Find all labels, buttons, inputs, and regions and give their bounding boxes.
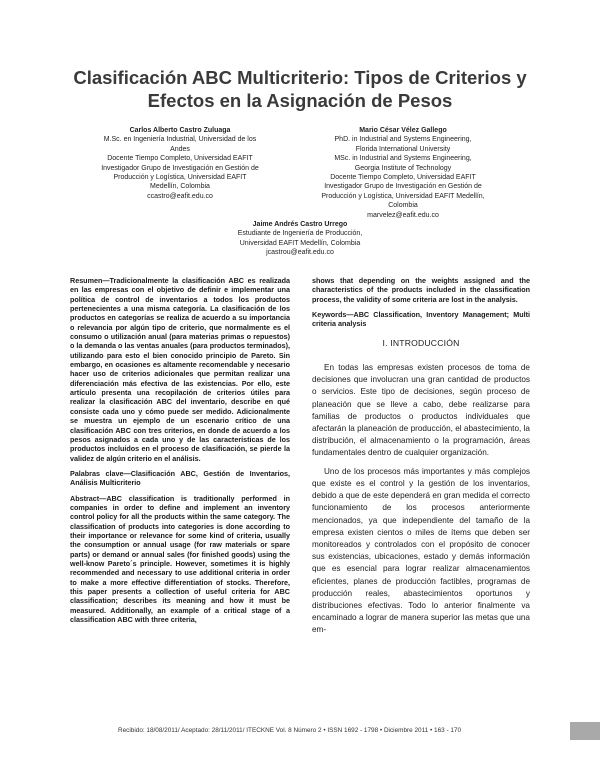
abstract-text: ABC classification is traditionally performed in companies in order to define and implement an inventory control policy for all the products within the same category. The classification of products into categories is done according to their importance or relevance for some kind of criteria, usually the consumption or annual usage (for raw materials or spare parts) or demand or annual sales (for finished goods) using the well-know Pareto´s principle. However, sometimes it is highly recommended and necessary to use additional criteria in order to make a more effective differentiation of stocks. Therefore, this paper presents a collection of useful criteria for ABC classification; describes its meaning and how it must be measured. Additionally, an example of a critical stage of a classification ABC with three criteria, xyxy=(70,493,290,625)
author-affiliation-line: Universidad EAFIT Medellín, Colombia xyxy=(239,239,361,247)
resumen-label: Resumen— xyxy=(70,276,110,285)
palabras-clave-paragraph xyxy=(70,469,290,488)
intro-paragraph-1: En todas las empresas existen procesos de toma de decisiones que involucran una gran cantidad de productos o servicios. Este tipo de decisiones, según proceso de planeación que se lleve a cabo, debe realizarse para familias de productos o productos individuales que afectarán la planeación de producción, el abastecimiento, la distribución, el almacenamiento o la programación, áreas fundamentales dentro de cualquier organización. xyxy=(312,363,530,458)
author-email: ccastro@eafit.edu.co xyxy=(147,192,213,200)
author-affiliation-line: Docente Tiempo Completo, Universidad EAFIT xyxy=(107,155,253,163)
page-footer: Recibido: 18/08/2011/ Aceptado: 28/11/2011/ ITECKNE Vol. 8 Número 2 • ISSN 1692 - 1798 • Diciembre 2011 • 163 - 170 xyxy=(118,727,462,734)
intro-paragraph-2: Uno de los procesos más importantes y más complejos que existe es el control y la gestión de los inventarios, debido a que de este dependerá en gran medida el correcto funcionamiento de los procesos anteriormente mencionados, ya que independiente del tamaño de la empresa existen cientos o miles de ítems que deben ser monitoreados y controlados con el propósito de conocer sus existencias, ubicaciones, estado y demás información que es esencial para lograr realizar almacenamientos eficientes, planes de producción factibles, programas de producción reales, abastecimientos oportunos y distribuciones efectivas. Todo lo anterior finalmente va encaminado a lograr de manera superior las metas que una em- xyxy=(312,466,530,635)
abstract-label: Abstract— xyxy=(70,493,107,503)
author-affiliation-line: Florida International University xyxy=(355,145,451,153)
abstract-continuation: shows that depending on the weights assigned and the characteristics of the products included in the classification process, the validity of some criteria are lost in the analysis. xyxy=(312,276,530,304)
author-name: Jaime Andrés Castro Urrego xyxy=(252,221,348,228)
author-name: Mario César Vélez Gallego xyxy=(359,127,447,134)
author-name: Carlos Alberto Castro Zuluaga xyxy=(129,127,231,134)
author-email: marvelez@eafit.edu.co xyxy=(367,211,439,219)
author-email: jcastrou@eafit.edu.co xyxy=(266,249,334,257)
author-affiliation-line: Estudiante de Ingeniería de Producción, xyxy=(237,230,363,238)
author-affiliation-line: MSc. in Industrial and Systems Engineering, xyxy=(334,155,472,163)
keywords-label: Keywords— xyxy=(312,310,354,320)
palabras-clave-text: Clasificación ABC, Gestión de Inventarios, Análisis Multicriterio xyxy=(70,468,290,488)
page-title: Clasificación ABC Multicriterio: Tipos de Criterios y Efectos en la Asignación de Pesos xyxy=(73,67,527,111)
author-affiliation-line: Investigador Grupo de Investigación en Gestión de Producción y Logística, Universidad EAFIT Medellín, Colombia xyxy=(321,183,485,210)
author-affiliation-line: M.Sc. en Ingeniería Industrial, Universidad de los Andes xyxy=(103,136,257,153)
author-affiliation-line: PhD. in Industrial and Systems Engineering, xyxy=(334,136,472,144)
keywords-text: ABC Classification, Inventory Management; Multi criteria analysis xyxy=(312,310,530,329)
abstract-paragraph xyxy=(70,494,290,625)
resumen-text: Tradicionalmente la clasificación ABC es realizada en las empresas con el objetivo de definir e implementar una política de control de inventarios a todos los productos pertenecientes a una misma categoría. La clasificación de los productos en categorías se realiza de acuerdo a su importancia o relevancia por algún tipo de criterio, que normalmente es el consumo o utilización anual (para materias primas o repuestos) o la demanda o las ventas anuales (para productos terminados), utilizando para esto el bien conocido principio de Pareto. Sin embargo, en ocasiones es altamente recomendable y necesario hacer uso de criterios adicionales que permitan realizar una diferenciación más efectiva de las existencias. Por ello, este artículo presenta una recopilación de criterios útiles para realizar la clasificación ABC del inventario, describe en qué consiste cada uno y cómo puede ser medido. Adicionalmente se muestra un ejemplo de un escenario crítico de una clasificación ABC con tres criterios, en donde de acuerdo a los pesos asignados a cada uno y de las características de los productos incluidos en el proceso de clasificación, se pierde la validez de algún criterio en el análisis. xyxy=(70,276,290,463)
author-affiliation-line: Docente Tiempo Completo, Universidad EAFIT xyxy=(330,174,476,182)
author-affiliation-line: Georgia Institute of Technology xyxy=(354,164,452,172)
resumen-paragraph xyxy=(70,276,290,463)
author-affiliation-line: Investigador Grupo de Investigación en Gestión de Producción y Logística, Universidad EAFIT xyxy=(101,164,259,182)
section-heading-introduccion: I. INTRODUCCIÓN xyxy=(382,337,460,348)
right-column xyxy=(312,276,530,643)
author-block-3 xyxy=(225,220,375,258)
author-block-2 xyxy=(318,126,488,220)
keywords-paragraph xyxy=(312,310,530,329)
author-affiliation-line: Medellín, Colombia xyxy=(150,183,210,191)
left-column xyxy=(70,276,290,630)
author-block-1 xyxy=(100,126,260,201)
footer-page-tab xyxy=(570,722,600,740)
palabras-clave-label: Palabras clave— xyxy=(70,468,131,478)
